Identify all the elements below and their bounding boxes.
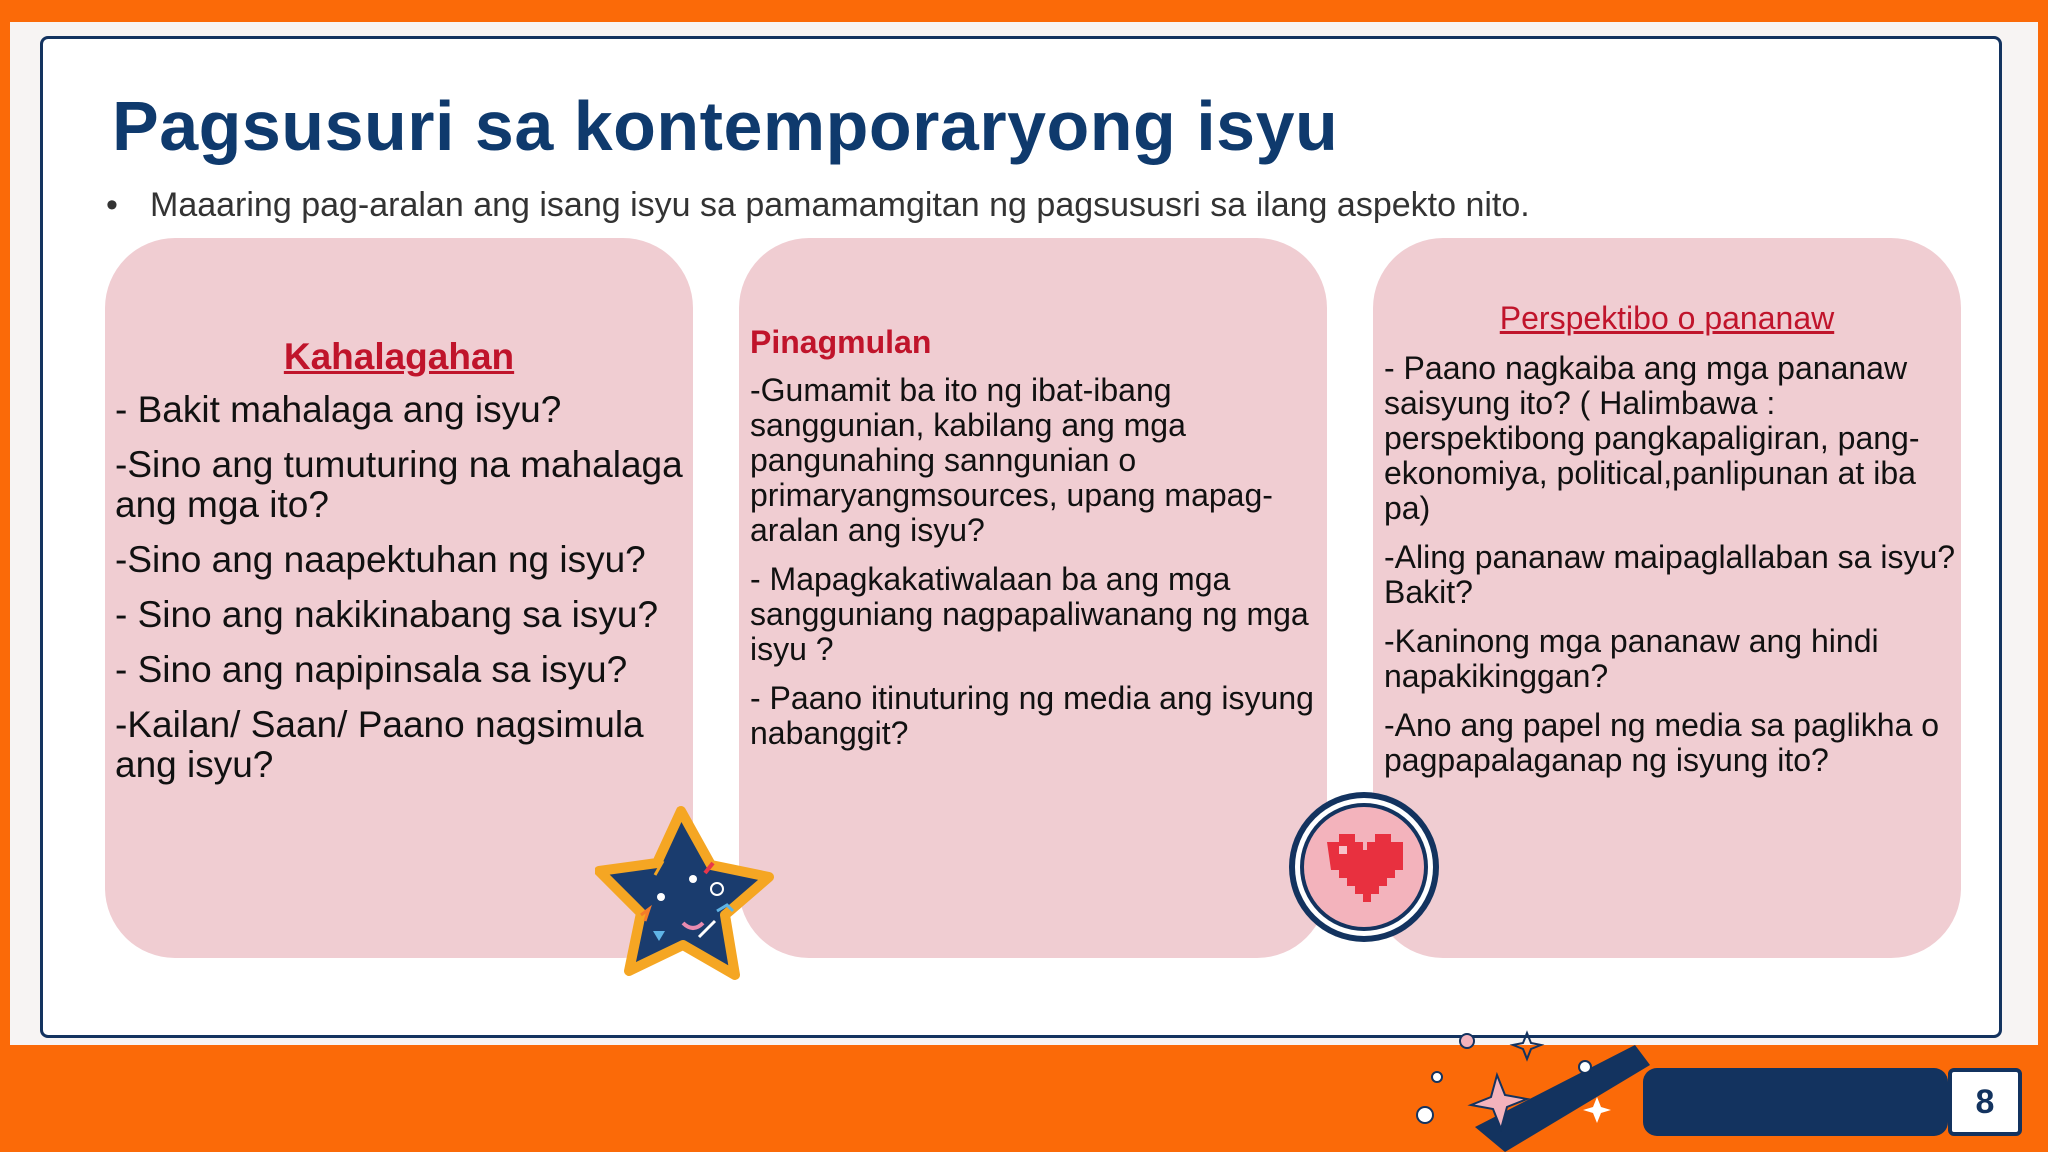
question-line: -Aling pananaw maipaglallaban sa isyu? Bakit? [1384,539,1956,610]
question-line: -Sino ang tumuturing na mahalaga ang mga ito? [115,444,683,525]
intro-text: Maaaring pag-aralan ang isang isyu sa pamamamgitan ng pagsususri sa ilang aspekto nito. [150,186,1530,224]
page-number: 8 [1948,1068,2022,1136]
card-heading: Pinagmulan [750,324,932,360]
sparkle-stars-icon [1405,1005,1650,1152]
card-perspektibo [1373,238,1961,958]
intro-bullet [106,186,1530,225]
card-pinagmulan [739,238,1327,958]
question-line: -Kailan/ Saan/ Paano nagsimula ang isyu? [115,704,644,785]
card-question-list [750,373,1325,765]
bullet-mark: • [106,186,118,224]
question-line: -Ano ang papel ng media sa paglikha o pagpapalaganap ng isyung ito? [1384,707,1940,778]
question-line: - Sino ang napipinsala sa isyu? [115,649,628,690]
slide-title: Pagsusuri sa kontemporaryong isyu [112,87,1339,165]
question-line: - Paano nagkaiba ang mga pananaw saisyung ito? ( Halimbawa : perspektibong pangkapaligiran, pang-ekonomiya, political,panlipunan at iba pa) [1384,350,1920,526]
card-question-list [115,390,693,800]
card-question-list [1384,351,1959,792]
question-line: -Kaninong mga pananaw ang hindi napakikinggan? [1384,623,1879,694]
star-badge-icon [595,805,775,985]
card-heading: Perspektibo o pananaw [1499,300,1835,336]
question-line: -Gumamit ba ito ng ibat-ibang sanggunian, kabilang ang mga pangunahing sanngunian o primaryangmsources, upang mapag-aralan ang isyu? [750,372,1273,548]
footer-bar [1643,1068,1948,1136]
question-line: - Paano itinuturing ng media ang isyung nabanggit? [750,680,1314,751]
question-line: - Bakit mahalaga ang isyu? [115,389,562,430]
card-heading: Kahalagahan [283,336,515,377]
heart-badge-icon [1285,788,1443,946]
question-line: - Sino ang nakikinabang sa isyu? [115,594,659,635]
question-line: - Mapagkakatiwalaan ba ang mga sangguniang nagpapaliwanang ng mga isyu ? [750,561,1309,667]
question-line: -Sino ang naapektuhan ng isyu? [115,539,646,580]
